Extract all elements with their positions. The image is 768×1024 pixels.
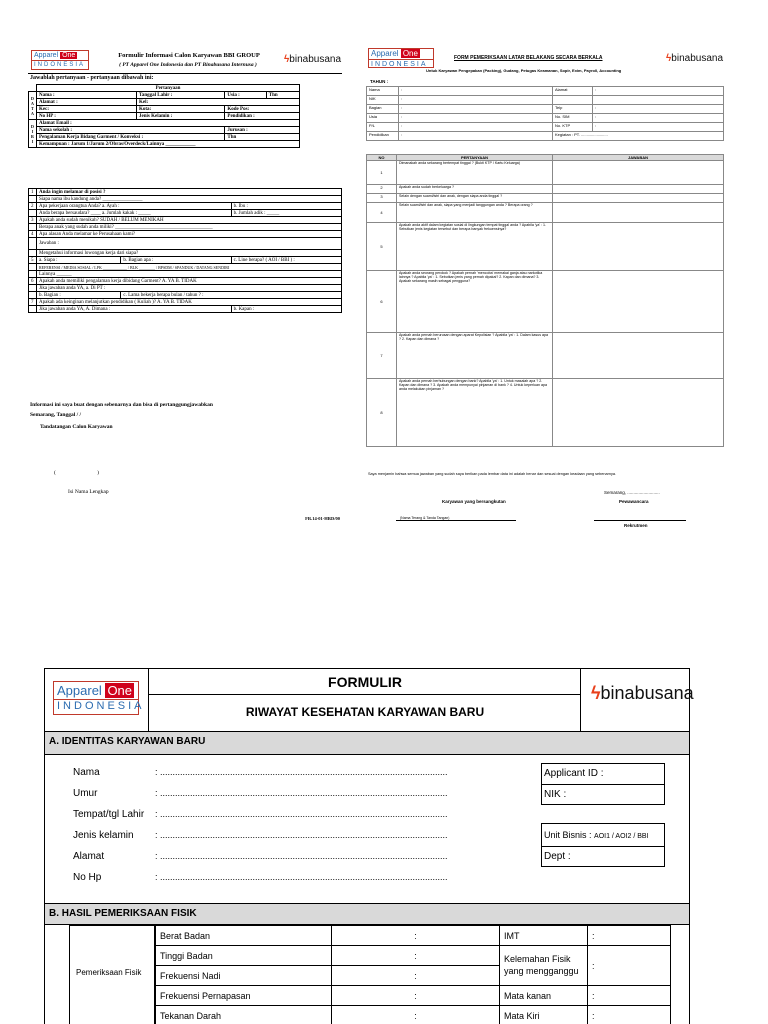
field-jurusan[interactable]: Jurusan : xyxy=(225,127,300,134)
question-row[interactable]: Anda berapa bersaudara? ____ a. Jumlah kakak : _____ xyxy=(37,210,232,217)
applicant-id-box[interactable] xyxy=(541,763,665,805)
question-row[interactable]: b. Ibu : xyxy=(231,203,341,210)
form-title: Formulir Informasi Calon Karyawan BBI GROUP xyxy=(118,52,260,59)
instruction-text: Jawablah pertanyaan - pertanyaan dibawah ini: xyxy=(30,75,154,81)
field-ttl-value[interactable]: : ................................................................................................................... xyxy=(155,809,448,819)
info-pendidikan[interactable]: Pendidikan xyxy=(367,132,399,141)
item-question: Selain dengan suami/istri dan anak, dengan siapa anda tinggal ? xyxy=(397,194,553,203)
col-no: NO xyxy=(367,155,397,161)
field-usia[interactable]: Usia : xyxy=(225,92,266,99)
question-row[interactable]: Jika jawaban anda YA, A. Dimana : xyxy=(37,306,232,313)
q-num: 2 xyxy=(29,203,37,210)
questions-table xyxy=(366,154,724,447)
item-num: 7 xyxy=(367,333,397,379)
field-kota[interactable]: Kota: xyxy=(137,106,225,113)
place-date: Semarang, Tanggal / / xyxy=(30,412,82,418)
info-usia[interactable]: Usia xyxy=(367,114,399,123)
col-pertanyaan: PERTANYAAN xyxy=(397,155,553,161)
logo-one: One xyxy=(107,683,133,698)
question-row[interactable]: Apakah ada keinginan melanjutkan pendidikan ( Kuliah )? A. YA B. TIDAK xyxy=(37,299,342,306)
item-question: Dimanakah anda sekarang bertempat tinggal ? (Bukti KTP / Kartu Keluarga) xyxy=(397,161,553,185)
question-row[interactable]: Apakah anda sudah menikah? SUDAH / BELUM MENIKAH xyxy=(37,217,342,224)
info-form-page xyxy=(28,46,342,526)
exam-mata-kanan[interactable]: Mata kanan xyxy=(500,986,588,1006)
binabusana-logo xyxy=(666,53,723,64)
field-jenis-kelamin-value[interactable]: : ................................................................................................................... xyxy=(155,830,448,840)
field-kec[interactable]: Kec: xyxy=(37,106,137,113)
binabusana-mark-icon: ϟ xyxy=(591,683,601,703)
identity-area xyxy=(45,755,689,903)
exam-frekuensi-nadi[interactable]: Frekuensi Nadi xyxy=(156,966,332,986)
info-nik[interactable]: NIK xyxy=(367,96,399,105)
info-pl[interactable]: P/L xyxy=(367,123,399,132)
binabusana-mark-icon: ϟ xyxy=(666,53,672,64)
unit-bisnis-label: Unit Bisnis : xyxy=(544,830,592,840)
question-row[interactable]: a. Siapa : xyxy=(37,257,121,264)
signature-label: Tandatangan Calon Karyawan xyxy=(40,424,113,430)
field-pengalaman-thn: Thn xyxy=(225,134,300,141)
item-num: 4 xyxy=(367,203,397,223)
logo-apparel: Apparel xyxy=(371,49,399,58)
applicant-id-label: Applicant ID : xyxy=(544,768,604,779)
q-num: 4 xyxy=(29,231,37,238)
info-alamat-2 xyxy=(553,96,593,105)
info-ktp[interactable]: No. KTP xyxy=(553,123,593,132)
field-no-hp-value[interactable]: : ................................................................................................................... xyxy=(155,872,448,882)
logo-indonesia: INDONESIA xyxy=(32,60,88,69)
exam-berat-badan[interactable]: Berat Badan xyxy=(156,926,332,946)
item-num: 5 xyxy=(367,223,397,271)
info-sim[interactable]: No. SIM xyxy=(553,114,593,123)
form-subtitle: RIWAYAT KESEHATAN KARYAWAN BARU xyxy=(245,705,485,719)
binabusana-text: binabusana xyxy=(289,54,342,65)
exam-imt[interactable]: IMT xyxy=(500,926,588,946)
field-email[interactable]: Alamat Email : xyxy=(37,120,300,127)
exam-area xyxy=(45,925,689,1024)
item-question: Apakah anda sudah berkeluarga ? xyxy=(397,185,553,194)
item-answer[interactable] xyxy=(553,161,724,185)
field-thn: Thn xyxy=(266,92,299,99)
field-no-hp-label: No Hp xyxy=(73,872,102,883)
question-row[interactable]: REFERENSI / MEDIA SOSIAL / LPK ____________ / BLK ________ / BPSDM / SPANDUK / DATANG SENDIRI xyxy=(37,264,342,271)
field-alamat-value[interactable]: : ................................................................................................................... xyxy=(155,851,448,861)
form-title: FORMULIR xyxy=(328,674,402,690)
left-sign-label: Karyawan yang bersangkutan xyxy=(442,499,506,504)
field-alamat[interactable]: Alamat : xyxy=(37,99,137,106)
question-row[interactable]: b. Jumlah adik : _____ xyxy=(231,210,341,217)
field-umur-value[interactable]: : ................................................................................................................... xyxy=(155,788,448,798)
apparel-one-logo xyxy=(53,681,145,715)
unit-divider xyxy=(542,846,664,847)
logo-apparel: Apparel xyxy=(34,52,59,59)
field-tanggal-lahir[interactable]: Tanggal Lahir : xyxy=(137,92,225,99)
q-num: 3 xyxy=(29,217,37,224)
info-alamat[interactable]: Alamat xyxy=(553,87,593,96)
tahun-label: TAHUN : xyxy=(370,79,389,84)
q-num: 7 xyxy=(29,299,37,306)
side-label-data: D A T A xyxy=(29,92,37,120)
item-answer[interactable] xyxy=(553,185,724,194)
question-row[interactable]: c. Lama bekerja berapa bulan / tahun ? : xyxy=(121,292,342,299)
binabusana-mark-icon: ϟ xyxy=(284,54,290,65)
info-telp[interactable]: Telp xyxy=(553,105,593,114)
field-alamat-label: Alamat xyxy=(73,851,105,862)
exam-colon: : xyxy=(332,966,500,986)
unit-bisnis-box[interactable] xyxy=(541,823,665,867)
exam-tekanan-darah[interactable]: Tekanan Darah xyxy=(156,1006,332,1024)
info-kegiatan[interactable]: Kegiatan : PT. ........................ xyxy=(553,132,724,141)
question-row[interactable]: b. Bagian apa : xyxy=(121,257,231,264)
field-jenis-kelamin[interactable]: Jenis Kelamin : xyxy=(137,113,225,120)
logo-one: One xyxy=(62,52,76,59)
header-block xyxy=(28,46,342,74)
personal-data-table xyxy=(28,84,300,148)
question-row[interactable]: Jika jawaban anda YA, a. Di PT : xyxy=(37,285,342,292)
left-sign-note: (Nama Terang & Tanda Tangan) xyxy=(400,516,450,520)
item-question: Apakah anda seorang perokok ? Apakah pernah 'mencoba' memakai ganja atau narkotika lainnya ? Apabila 'ya' : 1. Sebutkan jenis yang pernah dipakai? 2. Kapan dan dimana? 3. Apakah sekarang masih sebagai pengguna? xyxy=(397,271,553,333)
title-cell xyxy=(149,669,581,731)
field-jenis-kelamin-label: Jenis kelamin xyxy=(73,830,134,841)
field-kemampuan[interactable]: Kemampuan : Jarum 1/Jarum 2/Obras/Overdeck/Lainnya ____________ xyxy=(37,141,300,148)
exam-colon: : xyxy=(332,926,500,946)
item-answer[interactable] xyxy=(553,194,724,203)
exam-colon: : xyxy=(332,986,500,1006)
q-num: 5 xyxy=(29,257,37,264)
question-row[interactable]: Anda ingin melamar di posisi ? xyxy=(37,189,342,196)
binabusana-logo xyxy=(284,54,341,65)
health-history-form xyxy=(44,668,694,1024)
field-no-hp[interactable]: No HP : xyxy=(37,113,137,120)
item-answer[interactable] xyxy=(553,223,724,271)
exam-colon: : xyxy=(588,986,671,1006)
right-sign-label: Pewawancara xyxy=(619,499,649,504)
statement-text: Saya menjamin bahwa semua jawaban yang sudah saya berikan pada lembar data ini adalah benar dan sesuai dengan keadaan yang sebenarnya. xyxy=(368,472,617,476)
statement-text: Informasi ini saya buat dengan sebenarnya dan bisa di pertanggungjawabkan xyxy=(30,402,213,408)
field-kode-pos[interactable]: Kode Pos: xyxy=(225,106,300,113)
unit-bisnis-value: AOI1 / AOI2 / BBI xyxy=(594,833,649,840)
binabusana-text: binabusana xyxy=(600,683,694,703)
logo-one: One xyxy=(402,49,418,58)
exam-colon: : xyxy=(588,1006,671,1024)
form-title: FORM PEMERIKSAAN LATAR BELAKANG SECARA BERKALA xyxy=(454,55,603,61)
section-a-header: A. IDENTITAS KARYAWAN BARU xyxy=(45,731,689,755)
right-sign-line xyxy=(594,520,686,521)
apparel-one-logo xyxy=(31,50,89,70)
question-row[interactable]: Apa pekerjaan orangtua Anda? a. Ayah : xyxy=(37,203,232,210)
question-row[interactable]: Apakah anda memiliki pengalaman kerja dibidang Garment? A. YA B. TIDAK xyxy=(37,278,342,285)
nik-label: NIK : xyxy=(544,789,567,800)
exam-kelemahan-fisik[interactable]: Kelemahan Fisik yang mengganggu xyxy=(500,946,588,986)
q-num: 6 xyxy=(29,278,37,285)
apparel-one-logo xyxy=(368,48,434,68)
exam-group-label: Pemeriksaan Fisik xyxy=(76,968,142,977)
form-subtitle: ( PT Apparel One Indonesia dan PT Binabusana Internusa ) xyxy=(119,62,257,68)
item-num: 8 xyxy=(367,379,397,447)
item-num: 2 xyxy=(367,185,397,194)
section-header: Pertanyaan xyxy=(37,85,300,92)
logo-indonesia: INDONESIA xyxy=(54,699,138,713)
item-question: Apakah anda aktif dalam kegiatan sosial di lingkungan tempat tinggal anda ? Apabila 'ya' : 1. Sebutkan jenis kegiatan tersebut dan berapa banyak frekuensinya? xyxy=(397,223,553,271)
item-answer[interactable] xyxy=(553,333,724,379)
logo-indonesia: INDONESIA xyxy=(369,59,433,69)
field-pendidikan[interactable]: Pendidikan : xyxy=(225,113,300,120)
question-row[interactable]: b. Bagian : xyxy=(37,292,121,299)
exam-frekuensi-pernapasan[interactable]: Frekuensi Pernapasan xyxy=(156,986,332,1006)
q-num: 1 xyxy=(29,189,37,196)
col-jawaban: JAWABAN xyxy=(553,155,724,161)
question-row[interactable]: Mengetahui informasi lowongan kerja dari siapa? xyxy=(37,250,342,257)
item-answer[interactable] xyxy=(553,271,724,333)
binabusana-text: binabusana xyxy=(671,53,724,64)
dept-label: Dept : xyxy=(544,851,571,862)
item-question: Apakah anda pernah berurusan dengan aparat Kepolisian ? Apabila 'ya' : 1. Dalam kasus apa ? 2. Kapan dan dimana ? xyxy=(397,333,553,379)
field-nama[interactable]: Nama : xyxy=(37,92,137,99)
question-row[interactable]: Berapa anak yang sudah anda miliki? _______________________________________ xyxy=(37,224,342,231)
item-num: 6 xyxy=(367,271,397,333)
exam-group-cell xyxy=(69,925,155,1024)
item-question: Selain suami/istri dan anak, siapa yang menjadi tanggungan anda ? Berapa orang ? xyxy=(397,203,553,223)
field-nama-value[interactable]: : ................................................................................................................... xyxy=(155,767,448,777)
name-paren: ( ) xyxy=(54,470,99,476)
questions-table xyxy=(28,188,342,313)
background-check-page xyxy=(366,46,724,536)
title-divider xyxy=(149,694,581,695)
field-kel[interactable]: Kel: xyxy=(137,99,300,106)
header-logo-cell xyxy=(45,669,149,731)
field-pengalaman[interactable]: Pengalaman Kerja Bidang Garment / Konveksi : xyxy=(37,134,225,141)
item-num: 3 xyxy=(367,194,397,203)
question-row[interactable]: Jawaban : xyxy=(37,238,342,250)
form-subtitle: Untuk Karyawan Pengepakan (Packing), Gudang, Petugas Keamanan, Sopir, Exim, Payroll, Accounting xyxy=(426,68,622,73)
logo-apparel: Apparel xyxy=(57,683,102,698)
exam-colon: : xyxy=(588,926,671,946)
binabusana-logo xyxy=(591,683,694,704)
applicant-divider xyxy=(542,784,664,785)
question-row[interactable]: b. Kapan : xyxy=(231,306,341,313)
exam-colon: : xyxy=(588,946,671,986)
section-b-header: B. HASIL PEMERIKSAAN FISIK xyxy=(45,903,689,925)
exam-table xyxy=(155,925,671,1024)
exam-mata-kiri[interactable]: Mata Kiri xyxy=(500,1006,588,1024)
item-num: 1 xyxy=(367,161,397,185)
item-answer[interactable] xyxy=(553,379,724,447)
question-row[interactable]: Lainnya ______ xyxy=(37,271,342,278)
field-nama-label: Nama xyxy=(73,767,100,778)
place-text: Semarang, .......................... xyxy=(604,490,660,495)
exam-colon: : xyxy=(332,946,500,966)
form-code: FR.14-01-HRD/00 xyxy=(305,516,340,521)
employee-info-table: Nama : Alamat : NIK : Bagian : Telp : Usia : No. SIM : P/L : No. KTP : Pendidikan : Kegiatan : PT. ........................ xyxy=(366,86,724,141)
unit-bisnis-row xyxy=(544,830,649,840)
info-bagian[interactable]: Bagian xyxy=(367,105,399,114)
exam-colon: : xyxy=(332,1006,500,1024)
right-sign-note: Rekrutmen xyxy=(624,523,648,528)
field-umur-label: Umur xyxy=(73,788,98,799)
item-answer[interactable] xyxy=(553,203,724,223)
info-nama[interactable]: Nama xyxy=(367,87,399,96)
field-ttl-label: Tempat/tgl Lahir xyxy=(73,809,145,820)
name-label: Isi Nama Lengkap xyxy=(68,489,109,495)
question-row[interactable]: Siapa nama ibu kandung anda? ________________ xyxy=(37,196,342,203)
question-row[interactable]: Apa alasan Anda melamar ke Perusahaan kami? xyxy=(37,231,342,238)
question-row[interactable]: c. Line berapa? ( AOI / BBI ) : xyxy=(231,257,341,264)
item-question: Apakah anda pernah berhubungan dengan bank? Apabila 'ya' : 1. Untuk masalah apa ? 2. Kapan dan dimana ? 3. Apakah anda mempunyai pinjaman di bank ? 4. Untuk keperluan apa anda melakukan pinjaman ? xyxy=(397,379,553,447)
field-nama-sekolah[interactable]: Nama sekolah : xyxy=(37,127,225,134)
exam-tinggi-badan[interactable]: Tinggi Badan xyxy=(156,946,332,966)
left-sign-line xyxy=(396,520,516,521)
side-label-diri: D I R I xyxy=(29,120,37,148)
